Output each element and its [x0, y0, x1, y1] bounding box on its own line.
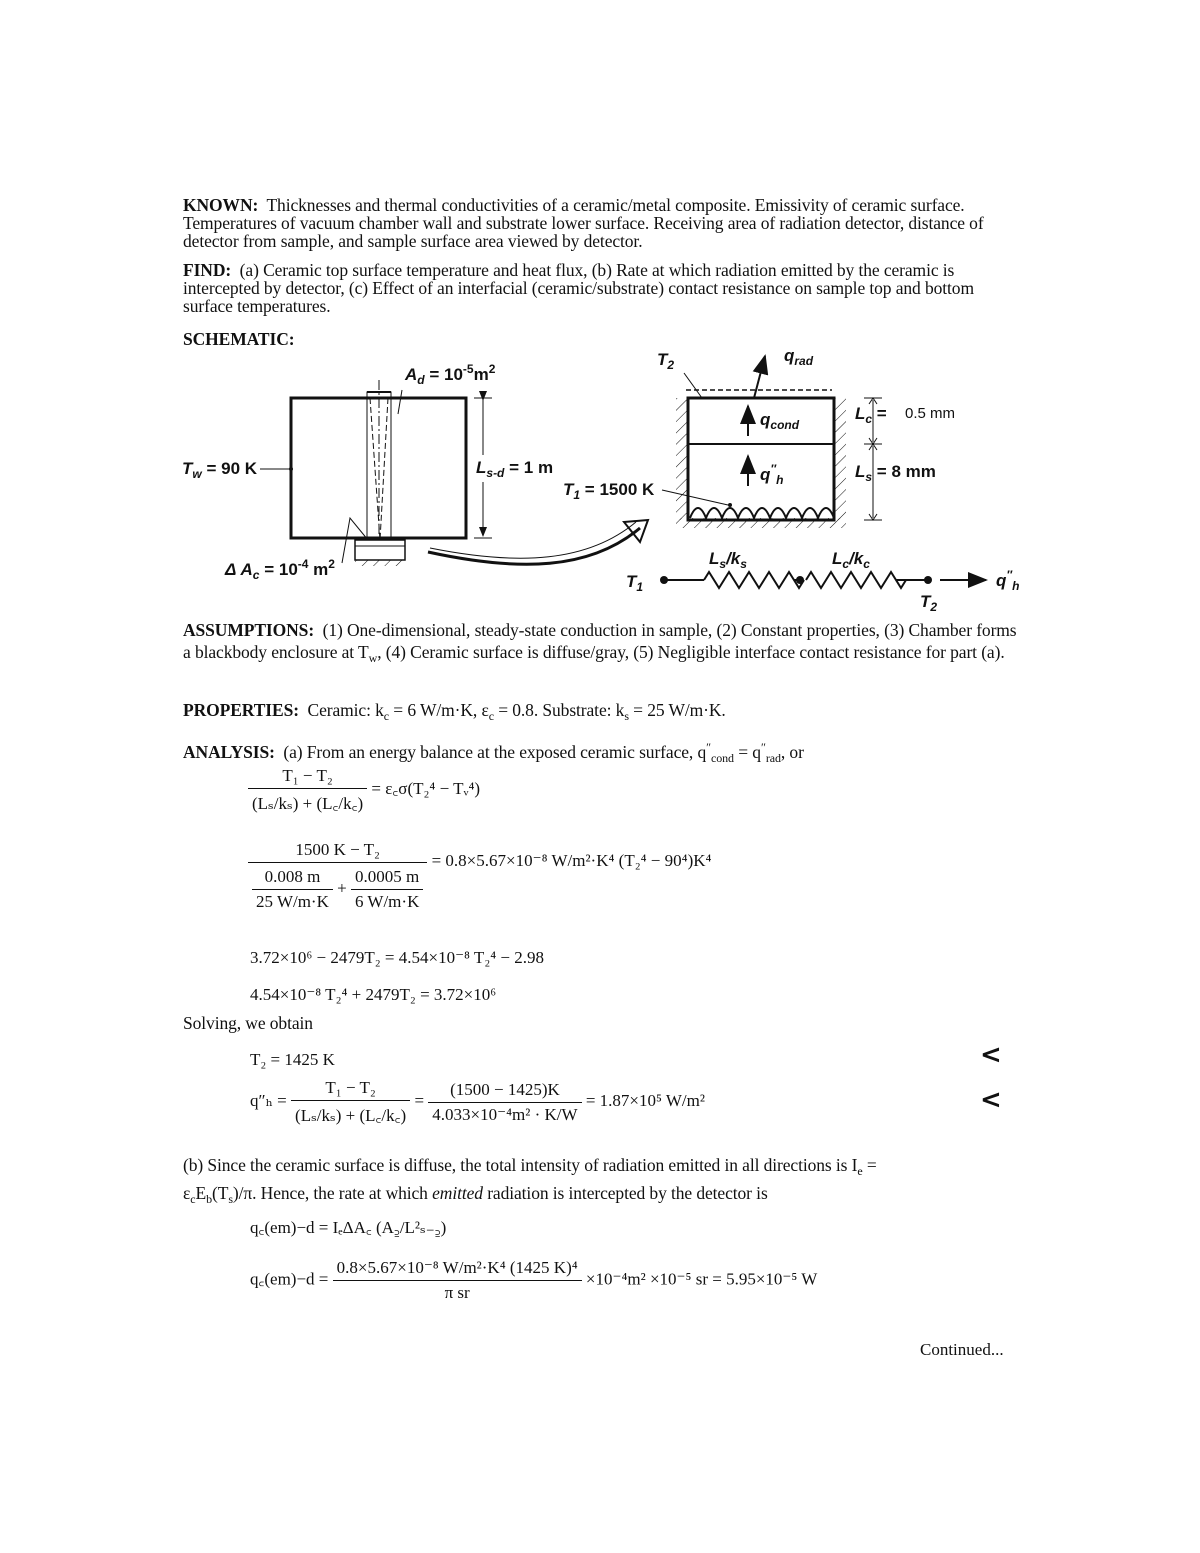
find-label: FIND:: [183, 260, 232, 280]
solving-text: Solving, we obtain: [183, 1013, 313, 1033]
resistor-lc-kc: [806, 572, 906, 588]
equation-6: q꜀(em)−d = $\frac{\text{0.8×5.67×10⁻⁸ W/m²·K⁴ (1425 K)⁴}}{\text{π sr}}$ ×10⁻⁴m² ×10⁻⁵ sr = 5.95×10⁻⁵ W: [250, 1258, 818, 1302]
eq1-denominator: (Lₛ/kₛ) + (L꜀/k꜀): [252, 794, 364, 813]
known-paragraph: [183, 196, 1018, 250]
equation-5: q꜀(em)−d = IₑΔA꜀ (A꜇/L²ₛ₋꜇): [250, 1218, 447, 1237]
schematic-label: SCHEMATIC:: [183, 329, 295, 349]
answer-check-icon-1: <: [980, 1040, 1002, 1070]
label-lc: $L_c$ =: [855, 404, 887, 426]
equation-3: 3.72×10⁶ − 2479T₂ = 4.54×10⁻⁸ T₂⁴ − 2.98: [250, 948, 545, 967]
eq2-rhs: = 0.8×5.67×10⁻⁸ W/m²·K⁴ (T₂⁴ − 90⁴)K⁴: [431, 850, 712, 870]
result-heat-flux: q″ₕ = $\frac{\text{T₁ − T₂}}{\text{(Lₛ/kₛ) + (L꜀/k꜀)}}$ = $\frac{(1500 - 1425)K}{\text{4.033×10⁻⁴m² · K/W}}$ = 1.87×10⁵ W/m²: [250, 1078, 705, 1125]
label-ad: $A_d = 10^{-5}m^2$: [405, 362, 496, 387]
equation-1: [248, 766, 480, 814]
hatched-wall-right: [834, 398, 846, 520]
known-text: Thicknesses and thermal conductivities of a ceramic/metal composite. Emissivity of ceramic surface. Temperatures of vacuum chamber wall and substrate lower surface. Receiving area of radiation detector, distance of detector from sample, and sample surface area viewed by detector.: [183, 195, 984, 251]
label-t1: $T_1 = 1500$ K: [563, 480, 655, 502]
label-ls: $L_s = 8$ mm: [855, 462, 936, 484]
properties-paragraph: PROPERTIES: Ceramic: $k_c = 6$ W/m·K, $\varepsilon_c = 0.8$. Substrate: $k_s = 25$ W/m·K.: [183, 700, 726, 723]
label-tw: $T_w = 90$ K: [182, 459, 258, 481]
circuit-label-t1: $T_1$: [626, 572, 644, 594]
known-label: KNOWN:: [183, 195, 259, 215]
equation-2: 1500 K − T₂ $\frac{0.008 m}{25 W/m\cdot K}$ + $\frac{0.0005 m}{6 W/m\cdot K}$ = 0.8×5.67×10⁻⁸ W/m²·K⁴ (T₂⁴ − 90⁴)K⁴: [248, 840, 711, 912]
hatched-wall-left: [676, 398, 688, 520]
label-qcond: $q_{cond}$: [760, 410, 800, 432]
find-paragraph: [183, 261, 1018, 315]
properties-label: PROPERTIES:: [183, 700, 299, 720]
circuit-label-t2: $T_2$: [920, 592, 938, 614]
curved-arrow-icon: [428, 528, 640, 564]
circuit-label-qh: $q''_h$: [996, 568, 1020, 593]
eq1-rhs: = ε꜀σ(T₂⁴ − Tᵥ⁴): [371, 778, 481, 798]
analysis-paragraph: ANALYSIS: (a) From an energy balance at the exposed ceramic surface, $q''_{cond} = q''_{rad}$, or: [183, 740, 804, 765]
eq2-numerator: 1500 K − T₂: [248, 840, 427, 863]
circuit-label-ls-ks: $L_s/k_s$: [709, 549, 747, 571]
heater-element: [690, 508, 834, 518]
label-t2-top: $T_2$: [657, 350, 675, 372]
resistor-ls-ks: [704, 572, 804, 588]
continued-footer: Continued...: [920, 1340, 1004, 1359]
label-qrad: $q_{rad}$: [784, 346, 814, 368]
result-t2: T₂ = 1425 K: [250, 1050, 335, 1069]
assumptions-paragraph: ASSUMPTIONS: (1) One-dimensional, steady-state conduction in sample, (2) Constant properties, (3) Chamber forms a blackbody enclosure at $T_w$, (4) Ceramic surface is diffuse/gray, (5) Negligible interface contact resistance for part (a).: [183, 620, 1017, 665]
eq1-numerator: T₁ − T₂: [248, 766, 367, 789]
circuit-label-lc-kc: $L_c/k_c$: [832, 549, 870, 571]
assumptions-label: ASSUMPTIONS:: [183, 620, 315, 640]
label-lc-value: 0.5 mm: [905, 405, 956, 422]
circuit-node-mid: [796, 576, 804, 584]
label-qh: $q''_h$: [760, 462, 784, 487]
label-lsd: $L_{s-d} = 1$ m: [476, 458, 554, 480]
part-b-paragraph: (b) Since the ceramic surface is diffuse, the total intensity of radiation emitted in all directions is $I_e$ = $\varepsilon_cE_b(T_s)/\pi$. Hence, the rate at which emitted radiation is intercepted by the detector is: [183, 1155, 877, 1206]
label-delta-ac: Δ $A_c = 10^{-4}$ $m^2$: [225, 557, 335, 582]
sample-block: [355, 540, 405, 560]
analysis-label: ANALYSIS:: [183, 742, 275, 762]
circuit-node-t2: [924, 576, 932, 584]
answer-check-icon-2: <: [980, 1085, 1002, 1115]
find-text: (a) Ceramic top surface temperature and heat flux, (b) Rate at which radiation emitted by the ceramic is intercepted by detector, (c) Effect of an interfacial (ceramic/substrate) contact resistance on sample top and bottom surface temperatures.: [183, 260, 974, 316]
equation-4: 4.54×10⁻⁸ T₂⁴ + 2479T₂ = 3.72×10⁶: [250, 985, 497, 1004]
